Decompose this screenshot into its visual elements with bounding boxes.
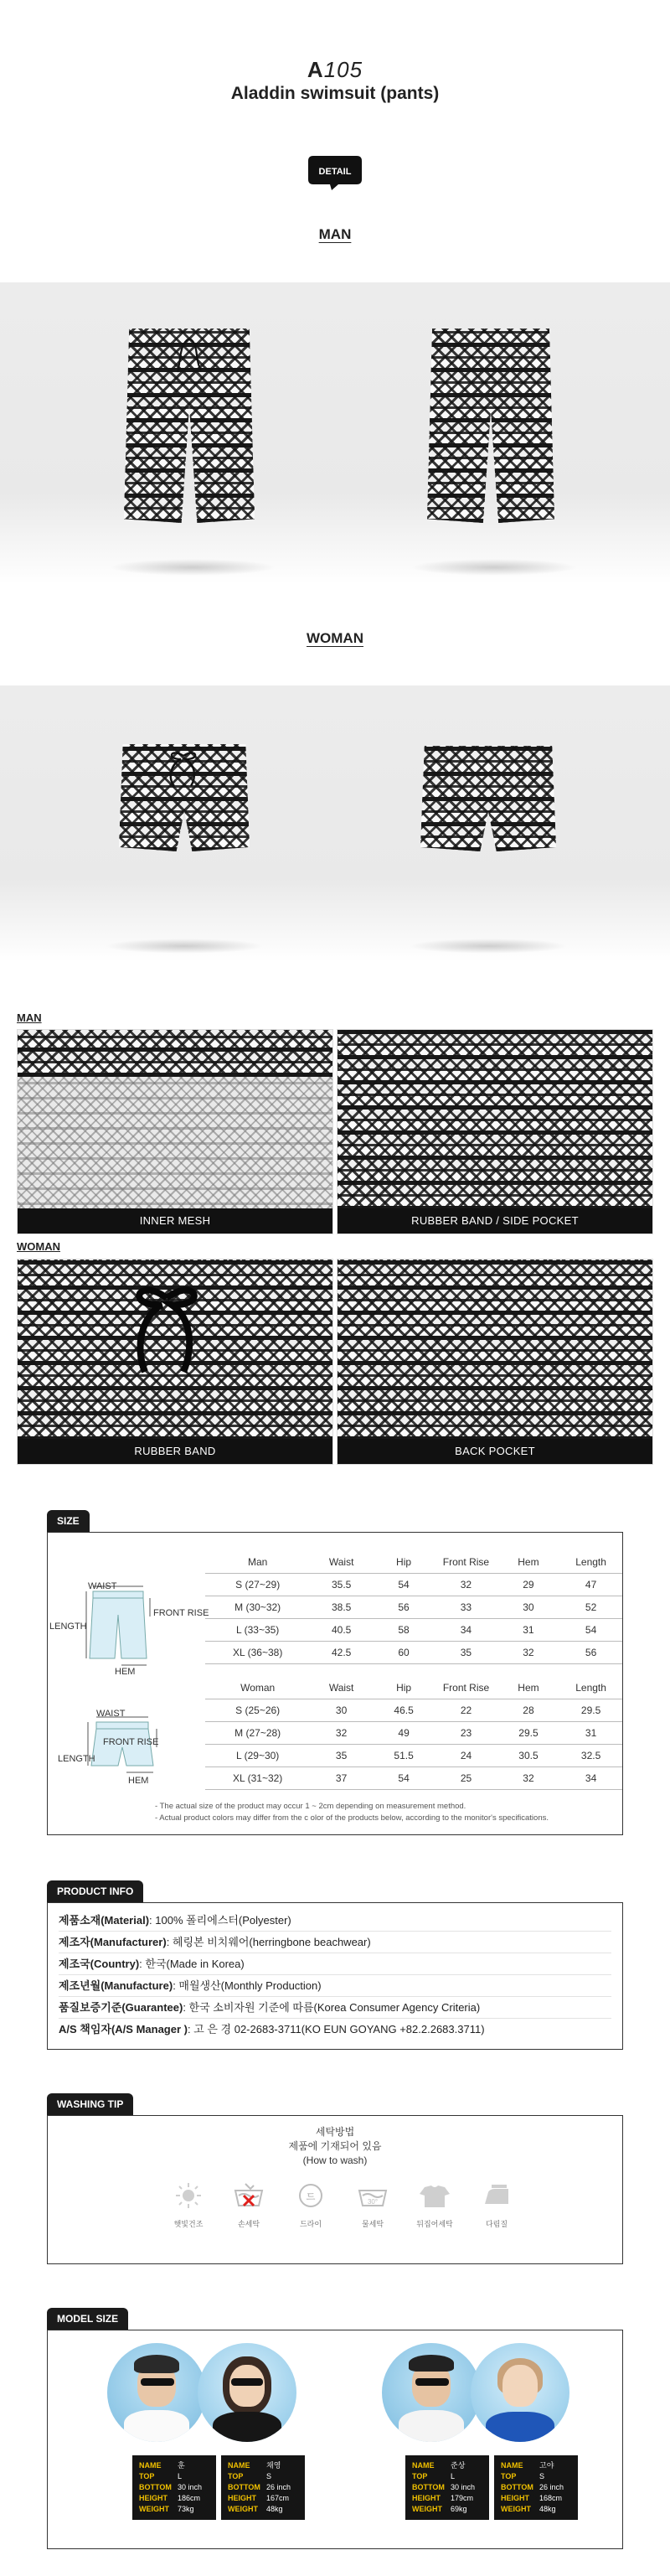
cool-wash-icon bbox=[356, 2182, 389, 2209]
bow-tie-icon bbox=[162, 747, 204, 788]
woman-shorts-back bbox=[420, 746, 556, 851]
size-note-2: - Actual product colors may differ from the c olor of the products below, according to the monitor's specifications. bbox=[155, 1813, 549, 1823]
caption: INNER MESH bbox=[18, 1208, 332, 1234]
size-box bbox=[47, 1532, 623, 1835]
diagram-label-hem: HEM bbox=[115, 1667, 136, 1677]
table-row: L (29~30) 35 51.5 24 30.5 32.5 bbox=[205, 1744, 622, 1766]
detail-label-man: MAN bbox=[17, 1011, 42, 1024]
model-photo-chaeyoung bbox=[198, 2343, 296, 2442]
model-card-hoon: NAME 훈 TOP L BOTTOM 30 inch HEIGHT 186cm WEIGHT 73kg bbox=[132, 2455, 216, 2520]
table-row: XL (36~38) 42.5 60 35 32 56 bbox=[205, 1641, 622, 1663]
sun-dry-icon bbox=[173, 2182, 204, 2209]
man-shorts-front bbox=[124, 328, 255, 523]
caption: RUBBER BAND / SIDE POCKET bbox=[338, 1208, 652, 1234]
diagram-label-front-rise: FRONT RISE bbox=[153, 1608, 209, 1618]
woman-size-table: Woman Waist Hip Front Rise Hem Length S (25~26) 30 46.5 22 28 29.5 M (27~28) 32 49 23 29.5 31 L (29~30) 35 51.5 24 30.5 32.5 XL (31~32) 37 54 25 32 34 bbox=[205, 1677, 622, 1790]
table-row: S (27~29) 35.5 54 32 29 47 bbox=[205, 1573, 622, 1596]
detail-badge bbox=[307, 151, 363, 191]
wash-item-inside-out: 뒤집어세탁 bbox=[405, 2182, 464, 2229]
diagram-label-waist: WAIST bbox=[88, 1581, 117, 1591]
model-photo-hoon bbox=[107, 2343, 206, 2442]
product-code: A105 bbox=[307, 57, 363, 82]
info-row-manufacture-date: 제조년월(Manufacture): 매월생산(Monthly Production) bbox=[59, 1975, 611, 1997]
table-row: XL (31~32) 37 54 25 32 34 bbox=[205, 1766, 622, 1789]
svg-text:DETAIL: DETAIL bbox=[318, 167, 352, 177]
bow-tie-icon bbox=[116, 1276, 217, 1377]
diagram-label-length: LENGTH bbox=[49, 1622, 87, 1632]
detail-photo-rubber-band-side-pocket bbox=[337, 1029, 653, 1234]
model-card-chaeyoung: NAME 채영 TOP S BOTTOM 26 inch HEIGHT 167cm WEIGHT 48kg bbox=[221, 2455, 305, 2520]
info-row-as-manager: A/S 책임자(A/S Manager ): 고 은 경 02-2683-3711(KO EUN GOYANG +82.2.2683.3711) bbox=[59, 2023, 485, 2035]
wash-item-sun-dry: 햇빛건조 bbox=[159, 2182, 218, 2229]
wash-item-iron: 다림질 bbox=[467, 2182, 526, 2229]
diagram-label-front-rise: FRONT RISE bbox=[103, 1737, 159, 1747]
section-title-man: MAN bbox=[318, 226, 352, 242]
product-name: Aladdin swimsuit (pants) bbox=[230, 84, 440, 103]
dry-clean-icon bbox=[296, 2182, 326, 2209]
svg-text:30°: 30° bbox=[367, 2198, 379, 2206]
washing-title: 세탁방법 제품에 기재되어 있음 (How to wash) bbox=[288, 2126, 382, 2166]
washing-tip-tab: WASHING TIP bbox=[47, 2093, 133, 2115]
info-row-country: 제조국(Country): 한국(Made in Korea) bbox=[59, 1953, 611, 1975]
hand-wash-icon bbox=[232, 2182, 265, 2209]
section-title-woman: WOMAN bbox=[307, 630, 363, 646]
info-row-guarantee: 품질보증기준(Guarantee): 한국 소비자원 기준에 따름(Korea Consumer Agency Criteria) bbox=[59, 1997, 611, 2019]
size-note-1: - The actual size of the product may occur 1 ~ 2cm depending on measurement method. bbox=[155, 1802, 466, 1811]
wash-item-hand-wash: 손세탁 bbox=[219, 2182, 278, 2229]
product-info-tab: PRODUCT INFO bbox=[47, 1880, 143, 1902]
wash-item-dry-clean: 드 드라이 bbox=[281, 2182, 340, 2229]
woman-product-band bbox=[0, 685, 670, 962]
wash-item-cool-wash: 30° 물세탁 bbox=[343, 2182, 402, 2229]
model-card-junsang: NAME 준상 TOP L BOTTOM 30 inch HEIGHT 179cm WEIGHT 69kg bbox=[405, 2455, 489, 2520]
man-shorts-back bbox=[427, 328, 554, 523]
man-product-band bbox=[0, 282, 670, 584]
size-tab: SIZE bbox=[47, 1510, 90, 1532]
detail-photo-rubber-band bbox=[17, 1259, 333, 1465]
table-row: L (33~35) 40.5 58 34 31 54 bbox=[205, 1618, 622, 1641]
detail-label-woman: WOMAN bbox=[17, 1240, 60, 1253]
drawstring-icon bbox=[173, 335, 206, 374]
model-size-tab: MODEL SIZE bbox=[47, 2308, 128, 2330]
model-photo-junsang bbox=[382, 2343, 481, 2442]
detail-photo-back-pocket bbox=[337, 1259, 653, 1465]
model-card-goya: NAME 고야 TOP S BOTTOM 26 inch HEIGHT 168cm WEIGHT 48kg bbox=[494, 2455, 578, 2520]
diagram-label-waist: WAIST bbox=[96, 1709, 126, 1719]
table-row: M (27~28) 32 49 23 29.5 31 bbox=[205, 1721, 622, 1744]
no-tumble-icon bbox=[418, 2182, 451, 2209]
diagram-label-length: LENGTH bbox=[58, 1754, 95, 1764]
woman-shorts-front bbox=[119, 744, 250, 851]
woman-size-diagram bbox=[56, 1707, 198, 1799]
caption: RUBBER BAND bbox=[18, 1439, 332, 1464]
caption: BACK POCKET bbox=[338, 1439, 652, 1464]
table-row: M (30~32) 38.5 56 33 30 52 bbox=[205, 1596, 622, 1618]
info-row-manufacturer: 제조자(Manufacturer): 헤링본 비치웨어(herringbone beachwear) bbox=[59, 1932, 611, 1953]
model-photo-goya bbox=[471, 2343, 570, 2442]
info-row-material: 제품소재(Material): 100% 폴리에스터(Polyester) bbox=[59, 1910, 611, 1932]
svg-text:드: 드 bbox=[306, 2192, 316, 2202]
diagram-label-hem: HEM bbox=[128, 1776, 149, 1786]
man-size-table: Man Waist Hip Front Rise Hem Length S (27~29) 35.5 54 32 29 47 M (30~32) 38.5 56 33 30 52 L (33~35) 40.5 58 34 31 54 XL (36~38) 42.5 60 35 32 56 bbox=[205, 1551, 622, 1664]
table-row: S (25~26) 30 46.5 22 28 29.5 bbox=[205, 1699, 622, 1721]
iron-icon bbox=[480, 2182, 513, 2209]
detail-photo-inner-mesh bbox=[17, 1029, 333, 1234]
